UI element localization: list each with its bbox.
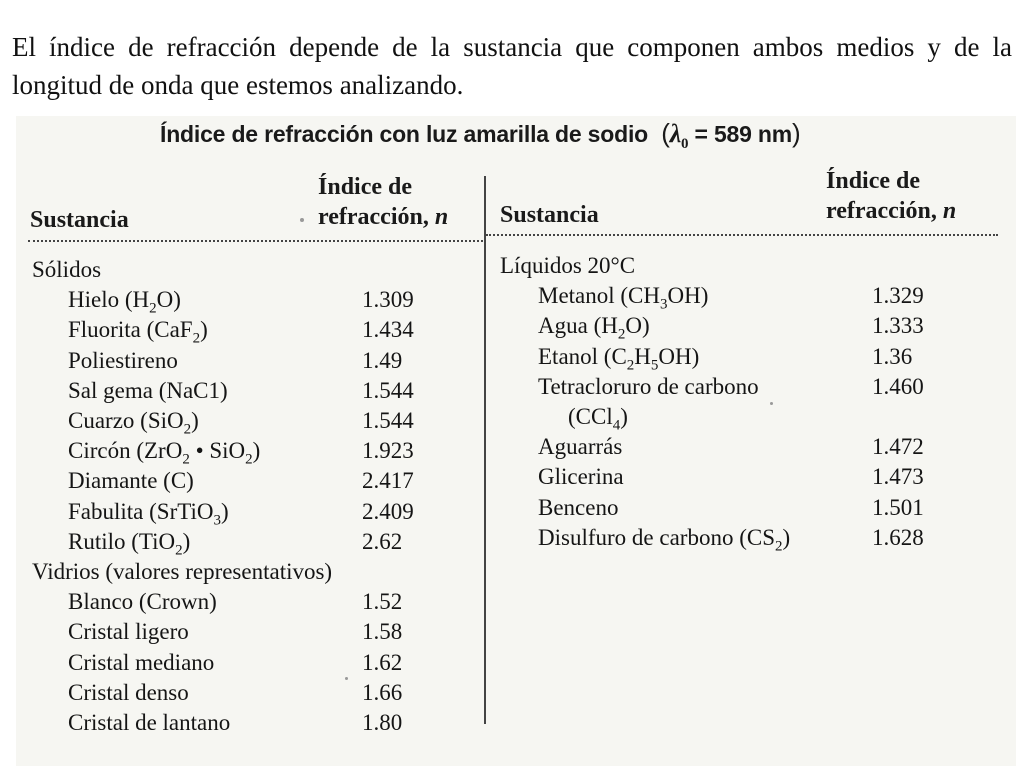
table-row-value: 1.329 (872, 283, 924, 309)
table-row-value: 1.58 (362, 619, 403, 645)
left-header-substance: Sustancia (30, 207, 129, 233)
table-row-value: 1.309 (362, 287, 414, 313)
table-row-substance: Hielo $(H_2O)$ (68, 287, 181, 317)
table-row-substance: Rutilo (TiO$_2$) (68, 528, 191, 559)
table-row-substance: Poliestireno (68, 347, 178, 373)
table-row-value: 2.409 (362, 498, 414, 524)
table-row-substance: Metanol $(CH_3OH)$ (538, 283, 709, 313)
table-row-value: 1.62 (362, 649, 403, 675)
right-header-rule (486, 234, 998, 236)
table-row-substance: Diamante (C) (68, 468, 194, 494)
table-row-value: 1.66 (362, 679, 403, 705)
table-row-substance: Disulfuro de carbono $(CS_2)$ (538, 524, 791, 555)
table-group-heading: Sólidos (32, 257, 102, 282)
table-row-substance: Cristal de lantano (68, 710, 231, 735)
table-row-value: 1.472 (872, 434, 924, 460)
table-row-value: 1.333 (872, 313, 924, 339)
table-row-substance: Cuarzo (SiO$_2$) (68, 408, 199, 438)
table-row-substance: Sal gema (NaC1) (68, 377, 228, 403)
right-header-index: Índice de refracción, n (826, 168, 957, 224)
table-row-substance: Fabulita (SrTiO$_3$) (68, 498, 229, 529)
table-group-heading: Vidrios (valores representativos) (32, 559, 333, 584)
table-row-value: 1.501 (872, 494, 924, 520)
table-row-value: 1.923 (362, 438, 414, 464)
table-row-substance: Agua $(H_2O)$ (538, 313, 650, 343)
table-row-substance: Cristal ligero (68, 619, 189, 645)
table-row-value: 2.417 (362, 468, 414, 494)
table-row-substance: Benceno (538, 494, 619, 520)
column-divider (484, 176, 486, 724)
table-title: Índice de refracción con luz amarilla de sodio ($\lambda_0 = 589$ nm) (160, 118, 801, 153)
lambda-symbol: $\lambda_0$ (669, 119, 689, 153)
table-row-value: 1.544 (362, 377, 414, 403)
right-header-substance: Sustancia (500, 202, 599, 228)
table-row-value: 2.62 (362, 528, 403, 554)
table-row-value: 1.628 (872, 524, 924, 550)
table-row-substance: Circón (ZrO$_2$ • SiO$_2$) (68, 438, 261, 468)
scan-speck (345, 677, 348, 680)
table-row-substance: Cristal denso (68, 679, 189, 705)
table-group-heading: Líquidos 20°C (500, 253, 636, 278)
scan-speck (770, 402, 773, 405)
left-header-index: Índice de refracción, n (318, 174, 449, 230)
table-row-substance: Glicerina (538, 464, 624, 490)
scan-speck (300, 218, 304, 222)
table-title-text: Índice de refracción con luz amarilla de sodio (160, 121, 648, 147)
table-row-substance: Cristal mediano (68, 649, 215, 675)
lambda-value: = 589 nm (688, 121, 793, 147)
table-row-value: 1.460 (872, 373, 924, 399)
table-row-value: 1.544 (362, 408, 414, 433)
table-row-value: 1.52 (362, 589, 403, 615)
table-row-substance: Tetracloruro de carbono (538, 373, 759, 399)
table-row-substance: Blanco (Crown) (68, 589, 217, 615)
table-row-substance: Aguarrás (538, 434, 623, 460)
table-row-substance: (CCl$_4$) (568, 404, 628, 434)
intro-paragraph: El índice de refracción depende de la sustancia que componen ambos medios y de la longitud de onda que estemos analizando. (12, 32, 1012, 100)
table-row-value: 1.36 (872, 343, 913, 369)
left-header-rule (28, 240, 483, 242)
table-row-value: 1.49 (362, 347, 403, 373)
table-row-value: 1.434 (362, 317, 414, 343)
table-row-value: 1.473 (872, 464, 924, 490)
table-row-value: 1.80 (362, 710, 403, 735)
table-row-substance: Etanol $(C_2H_5OH)$ (538, 343, 700, 374)
table-row-substance: Fluorita (CaF$_2$) (68, 317, 208, 347)
